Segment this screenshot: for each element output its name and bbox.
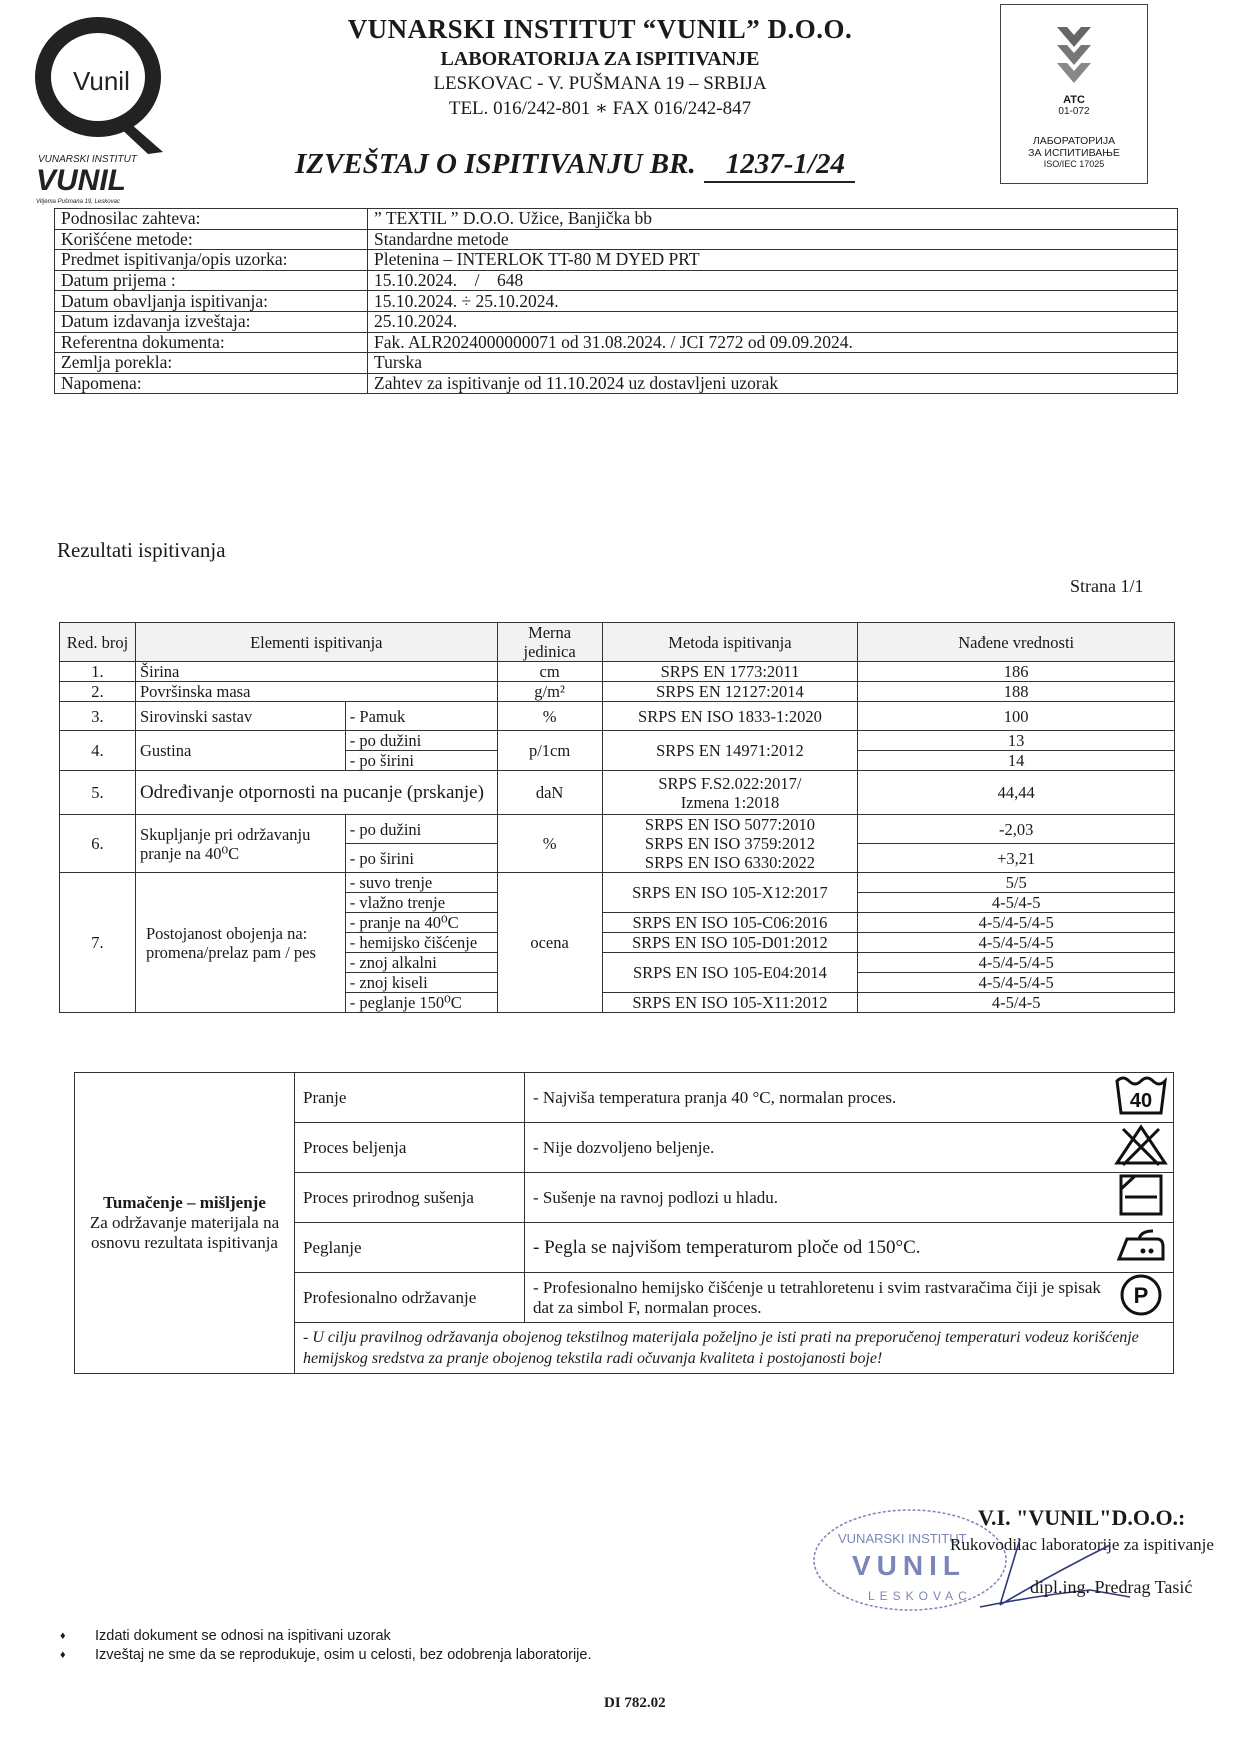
header-unit: Merna jedinica: [497, 623, 602, 662]
row-sub: - suvo trenje: [345, 873, 497, 893]
row-value: 186: [858, 662, 1175, 682]
row-method-line2: SRPS EN ISO 3759:2012: [644, 834, 815, 853]
info-value: 25.10.2024.: [368, 311, 1178, 332]
row-unit: %: [497, 815, 602, 873]
interp-title: Tumačenje – mišljenje: [103, 1193, 266, 1212]
interp-text: - Profesionalno hemijsko čišćenje u tetrahloretenu i svim rastvaračima čiji je spisak dat za simbol F, normalan proces.: [525, 1273, 1110, 1323]
row-value: 100: [858, 702, 1175, 731]
table-row: [60, 731, 1175, 751]
info-row: [55, 250, 1178, 271]
row-method: SRPS EN ISO 105-X12:2017: [602, 873, 858, 913]
info-label: Datum obavljanja ispitivanja:: [55, 291, 368, 312]
row-no: 3.: [60, 702, 136, 731]
report-title-text: IZVEŠTAJ O ISPITIVANJU BR.: [295, 148, 696, 180]
row-element: Skupljanje pri održavanju pranje na 40⁰C: [135, 815, 345, 873]
row-unit: ocena: [497, 873, 602, 1013]
iron-icon: [1109, 1223, 1174, 1273]
row-method: SRPS EN ISO 105-X11:2012: [602, 993, 858, 1013]
table-row: [60, 815, 1175, 844]
row-method-line1: SRPS EN ISO 5077:2010: [644, 815, 815, 834]
row-method: SRPS EN 12127:2014: [602, 682, 858, 702]
signature-name: dipl.ing. Predrag Tasić: [1030, 1577, 1193, 1597]
info-row: [55, 209, 1178, 230]
row-value: +3,21: [858, 844, 1175, 873]
institute-address: LESKOVAC - V. PUŠMANA 19 – SRBIJA: [433, 73, 767, 94]
info-value: Fak. ALR2024000000071 od 31.08.2024. / JCI 7272 od 09.09.2024.: [368, 332, 1178, 353]
info-value: 15.10.2024. / 648: [368, 270, 1178, 291]
dry-clean-letter: P: [1133, 1283, 1149, 1308]
wash-40-icon: [1109, 1073, 1174, 1123]
row-element: Površinska masa: [135, 682, 497, 702]
row-element: Gustina: [135, 731, 345, 771]
row-value: 4-5/4-5/4-5: [858, 933, 1175, 953]
row-sub: - pranje na 40⁰C: [345, 913, 497, 933]
row-no: 7.: [60, 873, 136, 1013]
row-method: SRPS EN 1773:2011: [602, 662, 858, 682]
info-row: [55, 373, 1178, 394]
accreditation-icon: [1049, 25, 1099, 87]
footnotes: [60, 1627, 592, 1665]
row-no: 2.: [60, 682, 136, 702]
interp-text: - Najviša temperatura pranja 40 °C, normalan proces.: [525, 1073, 1110, 1123]
logo-caption-big: VUNIL: [36, 164, 126, 197]
info-row: [55, 353, 1178, 374]
interp-label: Proces beljenja: [295, 1123, 525, 1173]
info-value: Standardne metode: [368, 229, 1178, 250]
info-value: Turska: [368, 353, 1178, 374]
table-row: [60, 702, 1175, 731]
row-method-line1: SRPS F.S2.022:2017/: [658, 773, 802, 793]
row-sub: - vlažno trenje: [345, 893, 497, 913]
signature-company: V.I. "VUNIL"D.O.O.:: [978, 1505, 1186, 1530]
row-no: 1.: [60, 662, 136, 682]
interp-subtitle: Za održavanje materijala na osnovu rezultata ispitivanja: [89, 1213, 280, 1252]
info-label: Referentna dokumenta:: [55, 332, 368, 353]
interp-note: - U cilju pravilnog održavanja obojenog tekstilnog materijala poželjno je isti prati na preporučenoj temperaturi vodeuz korišćenje hemijskog sredstva za pranje obojenog tekstila radi očuvanja kvaliteta i postojanosti boje!: [295, 1323, 1174, 1374]
logo-text: Vunil: [73, 66, 130, 96]
info-label: Podnosilac zahteva:: [55, 209, 368, 230]
signature-role: Rukovodilac laboratorije za ispitivanje: [950, 1535, 1214, 1554]
table-row: [60, 662, 1175, 682]
table-row: [60, 873, 1175, 893]
row-value: 5/5: [858, 873, 1175, 893]
info-label: Napomena:: [55, 373, 368, 394]
header-method: Metoda ispitivanja: [602, 623, 858, 662]
institute-name: VUNARSKI INSTITUT “VUNIL” D.O.O.: [347, 14, 853, 44]
table-row: [60, 771, 1175, 815]
row-method-line3: SRPS EN ISO 6330:2022: [644, 853, 815, 872]
interp-label: Pranje: [295, 1073, 525, 1123]
row-method: [602, 771, 858, 815]
info-row: [55, 291, 1178, 312]
report-number: 1237-1/24: [704, 148, 855, 183]
atc-number: 01-072: [1058, 106, 1090, 117]
info-row: [55, 270, 1178, 291]
stamp-city: LESKOVAC: [868, 1589, 972, 1603]
row-value: -2,03: [858, 815, 1175, 844]
row-no: 6.: [60, 815, 136, 873]
row-method: SRPS EN ISO 105-C06:2016: [602, 913, 858, 933]
row-sub: - Pamuk: [345, 702, 497, 731]
info-row: [55, 311, 1178, 332]
page-number: Strana 1/1: [1070, 576, 1144, 596]
row-element: Sirovinski sastav: [135, 702, 345, 731]
atc-standard: ISO/IEC 17025: [1043, 159, 1105, 169]
row-sub: - hemijsko čišćenje: [345, 933, 497, 953]
results-table: [59, 622, 1175, 1013]
row-sub: - po dužini: [345, 731, 497, 751]
row-element: Postojanost obojenja na: promena/prelaz pam / pes: [135, 873, 345, 1013]
interp-text: - Nije dozvoljeno beljenje.: [525, 1123, 1110, 1173]
header-element: Elementi ispitivanja: [135, 623, 497, 662]
row-method: SRPS EN ISO 1833-1:2020: [602, 702, 858, 731]
info-value: 15.10.2024. ÷ 25.10.2024.: [368, 291, 1178, 312]
atc-lab-line2: ЗА ИСПИТИВАЊЕ: [1028, 147, 1120, 159]
row-sub: - po dužini: [345, 815, 497, 844]
interp-label: Proces prirodnog sušenja: [295, 1173, 525, 1223]
logo-caption-addr: Vitjema Pušmana 19, Leskovac: [36, 199, 120, 205]
row-value: 4-5/4-5: [858, 993, 1175, 1013]
row-element: Određivanje otpornosti na pucanje (prskanje): [135, 771, 497, 815]
interpretation-table: [74, 1072, 1174, 1374]
handwritten-signature: [960, 1535, 1160, 1615]
info-value: Pletenina – INTERLOK TT-80 M DYED PRT: [368, 250, 1178, 271]
info-value: ” TEXTIL ” D.O.O. Užice, Banjička bb: [368, 209, 1178, 230]
info-label: Zemlja porekla:: [55, 353, 368, 374]
row-unit: g/m²: [497, 682, 602, 702]
footnote-item: ♦ Izdati dokument se odnosi na ispitivani uzorak: [60, 1627, 592, 1646]
row-value: 4-5/4-5: [858, 893, 1175, 913]
row-no: 4.: [60, 731, 136, 771]
interp-text: - Pegla se najvišom temperaturom ploče od 150°C.: [525, 1223, 1110, 1273]
interp-label: Peglanje: [295, 1223, 525, 1273]
row-value: 44,44: [858, 771, 1175, 815]
wash-temp: 40: [1129, 1090, 1153, 1112]
info-label: Datum prijema :: [55, 270, 368, 291]
row-sub: - po širini: [345, 844, 497, 873]
row-value: 13: [858, 731, 1175, 751]
row-method: SRPS EN 14971:2012: [602, 731, 858, 771]
accreditation-badge: [1000, 4, 1148, 184]
info-label: Predmet ispitivanja/opis uzorka:: [55, 250, 368, 271]
vunil-logo: [28, 12, 178, 207]
dry-clean-p-icon: [1109, 1273, 1174, 1323]
institute-phone: TEL. 016/242-801 ∗ FAX 016/242-847: [448, 98, 752, 119]
interp-heading: [75, 1073, 295, 1374]
results-header-row: [60, 623, 1175, 662]
interp-text: - Sušenje na ravnoj podlozi u hladu.: [525, 1173, 1110, 1223]
atc-code: ATC: [1063, 94, 1085, 106]
row-sub: - znoj alkalni: [345, 953, 497, 973]
info-row: [55, 332, 1178, 353]
interp-row: [75, 1073, 1174, 1123]
header-value: Nađene vrednosti: [858, 623, 1175, 662]
row-sub: - peglanje 150⁰C: [345, 993, 497, 1013]
lab-name: LABORATORIJA ZA ISPITIVANJE: [440, 48, 760, 70]
row-unit: cm: [497, 662, 602, 682]
row-element: Širina: [135, 662, 497, 682]
no-bleach-icon: [1109, 1123, 1174, 1173]
institute-header: [300, 14, 900, 120]
atc-lab-line1: ЛАБОРАТОРИЈА: [1032, 135, 1116, 147]
footnote-item: ♦ Izveštaj ne sme da se reprodukuje, osim u celosti, bez odobrenja laboratorije.: [60, 1646, 592, 1665]
row-sub: - znoj kiseli: [345, 973, 497, 993]
dry-flat-shade-icon: [1109, 1173, 1174, 1223]
results-heading: Rezultati ispitivanja: [57, 538, 226, 562]
row-value: 14: [858, 751, 1175, 771]
row-unit: daN: [497, 771, 602, 815]
table-row: [60, 682, 1175, 702]
info-row: [55, 229, 1178, 250]
logo-caption-top: VUNARSKI INSTITUT: [38, 154, 137, 165]
row-unit: p/1cm: [497, 731, 602, 771]
row-method: SRPS EN ISO 105-D01:2012: [602, 933, 858, 953]
stamp-ring: VUNARSKI INSTITUT: [838, 1531, 967, 1546]
row-value: 4-5/4-5/4-5: [858, 973, 1175, 993]
row-method-line2: Izmena 1:2018: [680, 792, 780, 812]
info-label: Korišćene metode:: [55, 229, 368, 250]
row-no: 5.: [60, 771, 136, 815]
row-value: 4-5/4-5/4-5: [858, 953, 1175, 973]
document-code: DI 782.02: [604, 1695, 666, 1711]
report-info-table: [54, 208, 1178, 394]
row-value: 4-5/4-5/4-5: [858, 913, 1175, 933]
row-value: 188: [858, 682, 1175, 702]
row-method: SRPS EN ISO 105-E04:2014: [602, 953, 858, 993]
interp-label: Profesionalno održavanje: [295, 1273, 525, 1323]
row-method: [602, 815, 858, 873]
stamp-text: VUNIL: [852, 1550, 966, 1581]
row-sub: - po širini: [345, 751, 497, 771]
info-value: Zahtev za ispitivanje od 11.10.2024 uz dostavljeni uzorak: [368, 373, 1178, 394]
report-title: [295, 148, 855, 183]
header-no: Red. broj: [60, 623, 136, 662]
info-label: Datum izdavanja izveštaja:: [55, 311, 368, 332]
row-unit: %: [497, 702, 602, 731]
